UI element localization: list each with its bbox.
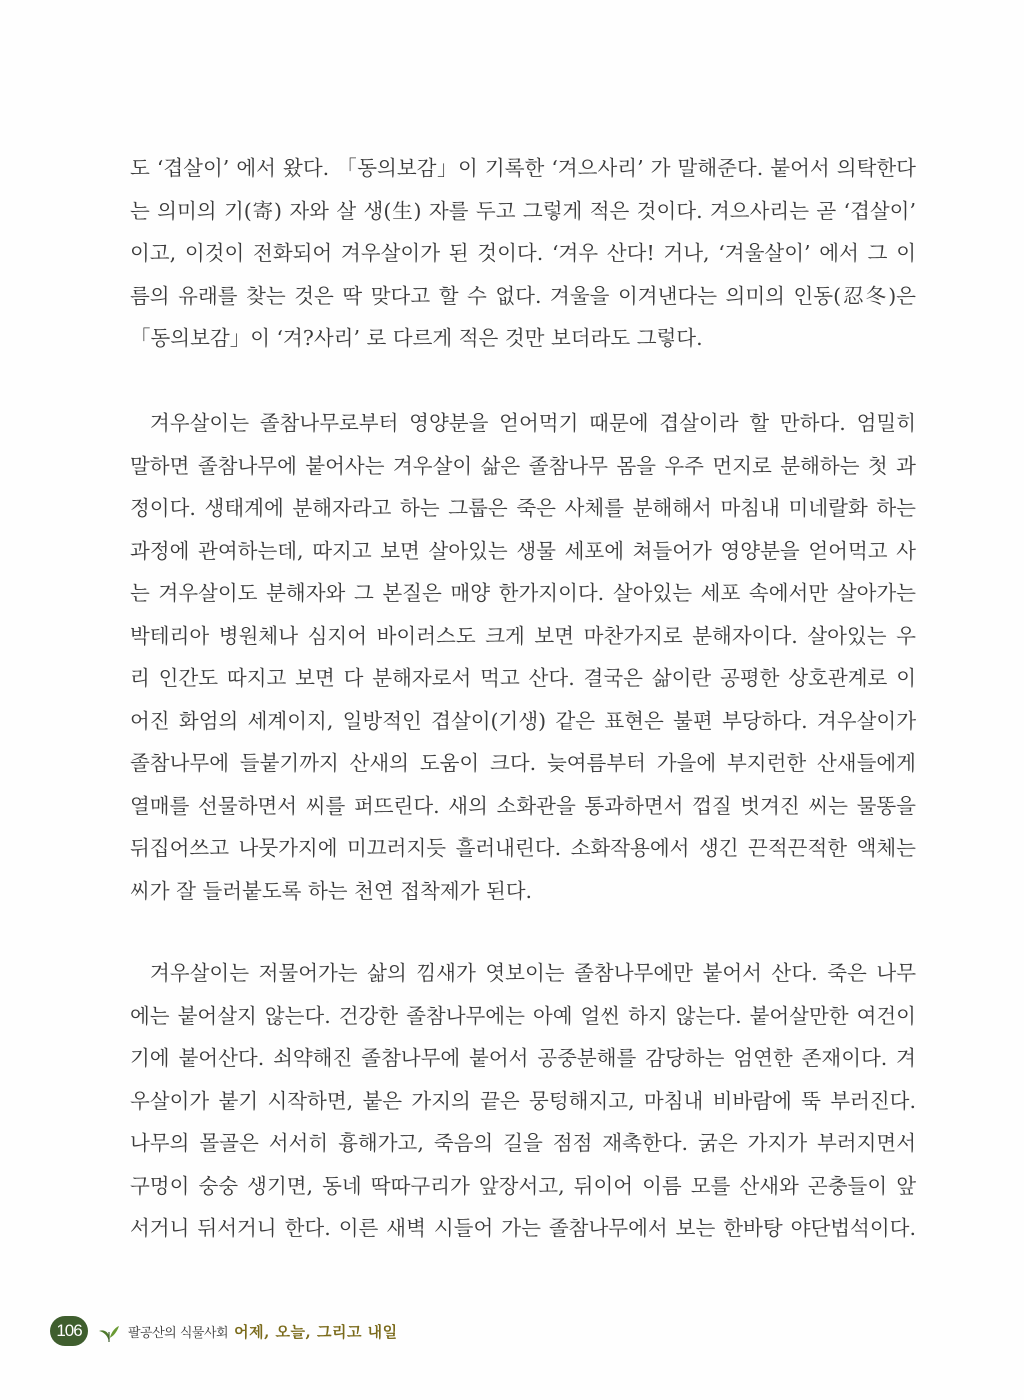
text-line: 는 겨우살이도 분해자와 그 본질은 매양 한가지이다. 살아있는 세포 속에서만 살아가는 — [130, 581, 916, 605]
text-line: 나무의 몰골은 서서히 흉해가고, 죽음의 길을 점점 재촉한다. 굵은 가지가 부러지면서 — [130, 1131, 916, 1155]
text-line: 겨우살이는 저물어가는 삶의 낌새가 엿보이는 졸참나무에만 붙어서 산다. 죽은 나무 — [150, 961, 916, 985]
text-line: 뒤집어쓰고 나뭇가지에 미끄러지듯 흘러내린다. 소화작용에서 생긴 끈적끈적한 액체는 — [130, 836, 916, 860]
paragraph-2 — [130, 402, 916, 912]
text-line: 서거니 뒤서거니 한다. 이른 새벽 시들어 가는 졸참나무에서 보는 한바탕 야단법석이다. — [130, 1216, 916, 1240]
book-subtitle: 어제, 오늘, 그리고 내일 — [234, 1322, 398, 1341]
text-line: 구멍이 숭숭 생기면, 동네 딱따구리가 앞장서고, 뒤이어 이름 모를 산새와 곤충들이 앞 — [130, 1173, 916, 1198]
text-line: 「동의보감」이 ‘겨?사리’ 로 다르게 적은 것만 보더라도 그렇다. — [130, 326, 703, 350]
text-line: 우살이가 붙기 시작하면, 붙은 가지의 끝은 뭉텅해지고, 마침내 비바람에 뚝 부러진다. — [130, 1088, 916, 1113]
text-line: 이고, 이것이 전화되어 겨우살이가 된 것이다. ‘겨우 산다! 거나, ‘겨울살이’ 에서 그 이 — [130, 241, 916, 265]
text-line: 름의 유래를 찾는 것은 딱 맞다고 할 수 없다. 겨울을 이겨낸다는 의미의 인동(忍冬)은 — [130, 283, 916, 308]
text-line: 말하면 졸참나무에 붙어사는 겨우살이 삶은 졸참나무 몸을 우주 먼지로 분해하는 첫 과 — [130, 453, 916, 478]
text-line: 과정에 관여하는데, 따지고 보면 살아있는 생물 세포에 쳐들어가 영양분을 얻어먹고 사 — [130, 538, 916, 563]
text-line: 겨우살이는 졸참나무로부터 영양분을 얻어먹기 때문에 겹살이라 할 만하다. 엄밀히 — [150, 411, 916, 435]
page-footer — [50, 1316, 398, 1346]
body-text — [130, 147, 916, 1250]
text-line: 리 인간도 따지고 보면 다 분해자로서 먹고 산다. 결국은 삶이란 공평한 상호관계로 이 — [130, 666, 916, 690]
text-line: 열매를 선물하면서 씨를 퍼뜨린다. 새의 소화관을 통과하면서 껍질 벗겨진 씨는 물똥을 — [130, 793, 916, 818]
text-line: 씨가 잘 들러붙도록 하는 천연 접착제가 된다. — [130, 878, 533, 903]
text-line: 졸참나무에 들붙기까지 산새의 도움이 크다. 늦여름부터 가을에 부지런한 산새들에게 — [130, 751, 916, 775]
paragraph-3 — [130, 952, 916, 1250]
text-line: 정이다. 생태계에 분해자라고 하는 그룹은 죽은 사체를 분해해서 마침내 미네랄화 하는 — [130, 496, 916, 520]
leaf-icon — [96, 1318, 122, 1344]
page-number: 106 — [50, 1316, 88, 1346]
paragraph-1 — [130, 147, 916, 360]
text-line: 도 ‘겹살이’ 에서 왔다. 「동의보감」이 기록한 ‘겨으사리’ 가 말해준다. 붙어서 의탁한다 — [130, 156, 916, 180]
text-line: 박테리아 병원체나 심지어 바이러스도 크게 보면 마찬가지로 분해자이다. 살아있는 우 — [130, 623, 916, 648]
text-line: 어진 화엄의 세계이지, 일방적인 겹살이(기생) 같은 표현은 불편 부당하다. 겨우살이가 — [130, 708, 916, 733]
text-line: 기에 붙어산다. 쇠약해진 졸참나무에 붙어서 공중분해를 감당하는 엄연한 존재이다. 겨 — [130, 1046, 916, 1070]
paragraph-gap — [130, 360, 916, 403]
paragraph-gap — [130, 912, 916, 952]
text-line: 는 의미의 기(寄) 자와 살 생(生) 자를 두고 그렇게 적은 것이다. 겨으사리는 곧 ‘겹살이’ — [130, 198, 916, 223]
text-line: 에는 붙어살지 않는다. 건강한 졸참나무에는 아예 얼씬 하지 않는다. 붙어살만한 여건이 — [130, 1003, 916, 1028]
book-title: 팔공산의 식물사회 — [128, 1325, 229, 1341]
